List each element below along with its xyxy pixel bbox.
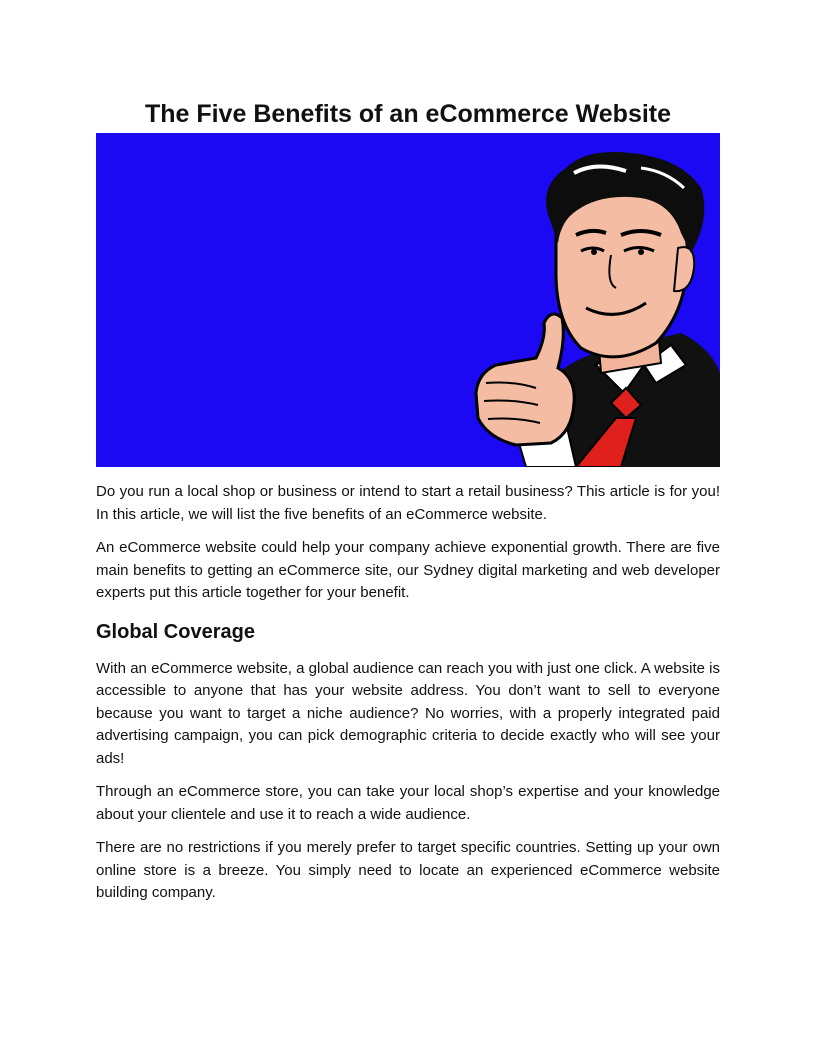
section-paragraph: With an eCommerce website, a global audience can reach you with just one click. A website is accessible to anyone that has your website address. You don’t want to sell to everyone because you want to target a niche audience? No worries, with a properly integrated paid advertising campaign, you can pick demographic criteria to decide exactly who will see your ads! [96, 659, 720, 767]
document-title: The Five Benefits of an eCommerce Website [144, 100, 672, 128]
document-page [96, 96, 720, 905]
section-paragraph: There are no restrictions if you merely prefer to target specific countries. Setting up your own online store is a breeze. You simply need to locate an experienced eCommerce website building company. [96, 839, 720, 901]
intro-paragraph: An eCommerce website could help your company achieve exponential growth. There are five main benefits to getting an eCommerce site, our Sydney digital marketing and web developer experts put this article together for your benefit. [96, 539, 720, 601]
thumbs-up-man-illustration [96, 133, 720, 467]
section-paragraph: Through an eCommerce store, you can take your local shop’s expertise and your knowledge about your clientele and use it to reach a wide audience. [96, 783, 720, 823]
intro-paragraph: Do you run a local shop or business or intend to start a retail business? This article is for you! In this article, we will list the five benefits of an eCommerce website. [96, 483, 720, 523]
section-heading: Global Coverage [96, 620, 255, 643]
hero-image [96, 133, 720, 467]
